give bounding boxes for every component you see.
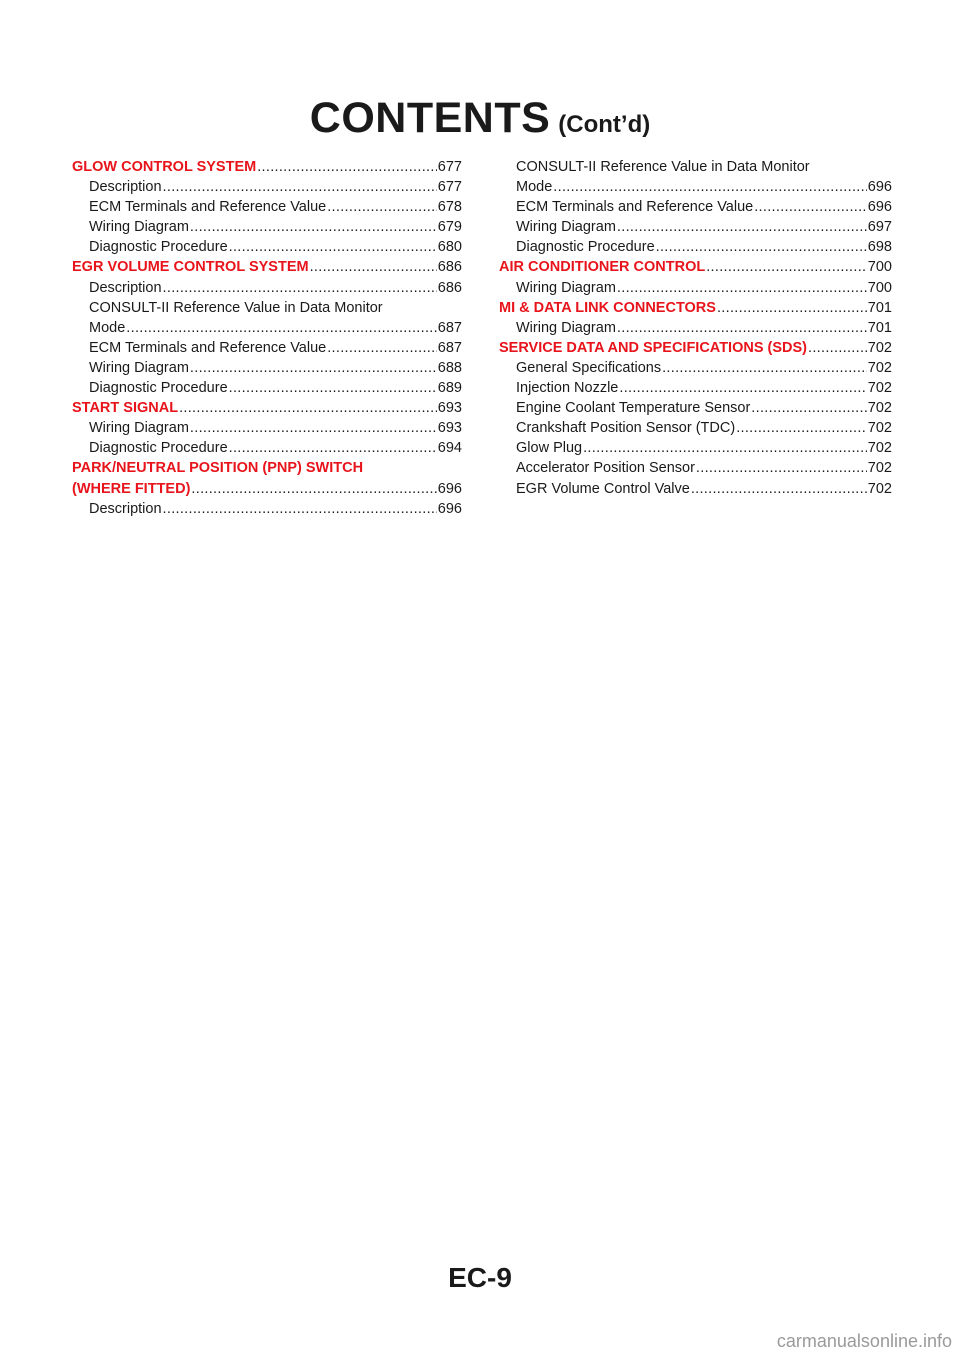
toc-entry[interactable] — [499, 479, 892, 499]
toc-entry-text: EGR Volume Control Valve — [516, 480, 690, 497]
toc-entry-text: Diagnostic Procedure — [89, 239, 228, 256]
toc-entry[interactable] — [72, 217, 462, 237]
toc-entry-first-line[interactable]: CONSULT-II Reference Value in Data Monitor — [516, 159, 810, 175]
toc-entry-text: General Specifications — [516, 359, 662, 376]
toc-entry-text: Wiring Diagram — [516, 219, 616, 236]
toc-page-number: 702 — [867, 400, 892, 417]
toc-section-glow-control-system[interactable] — [72, 157, 462, 177]
toc-section-pnp-switch-first-line[interactable]: PARK/NEUTRAL POSITION (PNP) SWITCH — [72, 460, 364, 477]
toc-entry[interactable] — [72, 499, 462, 519]
toc-entry-text: Description — [89, 500, 162, 517]
toc-right-column — [499, 157, 892, 499]
dot-leader — [736, 418, 867, 438]
toc-entry-text: Diagnostic Procedure — [89, 440, 228, 457]
site-watermark: carmanualsonline.info — [776, 1331, 952, 1351]
toc-entry-text: Wiring Diagram — [89, 219, 189, 236]
toc-page-number: 687 — [437, 339, 462, 356]
toc-entry-text: Crankshaft Position Sensor (TDC) — [516, 420, 736, 437]
toc-entry[interactable] — [499, 378, 892, 398]
dot-leader — [229, 237, 437, 257]
dot-leader — [696, 458, 867, 478]
dot-leader — [617, 318, 867, 338]
dot-leader — [754, 197, 867, 217]
toc-entry-text: Description — [89, 279, 162, 296]
dot-leader — [619, 378, 866, 398]
toc-page-number: 702 — [867, 420, 892, 437]
toc-entry[interactable] — [72, 278, 462, 298]
toc-entry-text: (WHERE FITTED) — [72, 480, 191, 497]
toc-page-number: 686 — [437, 279, 462, 296]
toc-page-number: 701 — [867, 319, 892, 336]
dot-leader — [327, 338, 437, 358]
toc-page-number: 694 — [437, 440, 462, 457]
toc-page-number: 693 — [437, 400, 462, 417]
toc-entry[interactable] — [499, 197, 892, 217]
toc-page-number: 697 — [867, 219, 892, 236]
toc-entry[interactable] — [499, 177, 892, 197]
toc-page-number: 696 — [437, 500, 462, 517]
dot-leader — [706, 257, 867, 277]
toc-left-column — [72, 157, 462, 519]
toc-page-number: 677 — [437, 159, 462, 175]
toc-entry-text: ECM Terminals and Reference Value — [516, 199, 754, 216]
toc-entry-text: Wiring Diagram — [516, 319, 616, 336]
dot-leader — [229, 378, 437, 398]
dot-leader — [656, 237, 867, 257]
toc-entry[interactable] — [499, 438, 892, 458]
toc-page-number: 680 — [437, 239, 462, 256]
toc-page-number: 702 — [867, 339, 892, 356]
toc-entry[interactable] — [72, 358, 462, 378]
toc-section-service-data-specifications[interactable] — [499, 338, 892, 358]
toc-entry-text: Description — [89, 179, 162, 196]
toc-entry-first-line[interactable]: CONSULT-II Reference Value in Data Monitor — [89, 299, 383, 316]
toc-page-number: 689 — [437, 380, 462, 397]
dot-leader — [190, 358, 437, 378]
toc-entry[interactable] — [499, 318, 892, 338]
toc-page-number: 696 — [867, 179, 892, 196]
toc-entry[interactable] — [499, 237, 892, 257]
dot-leader — [310, 257, 437, 277]
dot-leader — [662, 358, 867, 378]
toc-section-egr-volume-control-system[interactable] — [72, 257, 462, 277]
toc-entry[interactable] — [72, 378, 462, 398]
toc-entry-text: Wiring Diagram — [89, 359, 189, 376]
dot-leader — [229, 438, 437, 458]
dot-leader — [808, 338, 867, 358]
toc-page-number: 687 — [437, 319, 462, 336]
toc-entry[interactable] — [72, 418, 462, 438]
toc-entry-text: Engine Coolant Temperature Sensor — [516, 400, 751, 417]
toc-entry-text: Diagnostic Procedure — [89, 380, 228, 397]
page-title — [0, 94, 960, 143]
dot-leader — [179, 398, 437, 418]
toc-page-number: 702 — [867, 440, 892, 457]
toc-page-number: 677 — [437, 179, 462, 196]
dot-leader — [617, 217, 867, 237]
dot-leader — [163, 499, 437, 519]
dot-leader — [583, 438, 867, 458]
toc-entry[interactable] — [499, 358, 892, 378]
toc-entry[interactable] — [499, 278, 892, 298]
dot-leader — [126, 318, 437, 338]
toc-page-number: 696 — [437, 480, 462, 497]
toc-entry[interactable] — [72, 177, 462, 197]
dot-leader — [717, 298, 867, 318]
dot-leader — [163, 177, 437, 197]
toc-page-number: 702 — [867, 380, 892, 397]
toc-section-start-signal[interactable] — [72, 398, 462, 418]
toc-section-air-conditioner-control[interactable] — [499, 257, 892, 277]
toc-page-number: 688 — [437, 359, 462, 376]
contents-subheading: (Cont’d) — [558, 111, 651, 138]
dot-leader — [327, 197, 437, 217]
toc-entry[interactable] — [499, 398, 892, 418]
toc-page-number: 702 — [867, 359, 892, 376]
dot-leader — [751, 398, 867, 418]
toc-entry-text: Mode — [89, 319, 126, 336]
toc-entry[interactable] — [72, 237, 462, 257]
dot-leader — [163, 278, 437, 298]
toc-page-number: 698 — [867, 239, 892, 256]
toc-entry[interactable] — [499, 458, 892, 478]
toc-entry-text: ECM Terminals and Reference Value — [89, 199, 327, 216]
toc-entry-text: Mode — [516, 179, 553, 196]
toc-entry[interactable] — [499, 418, 892, 438]
dot-leader — [191, 479, 436, 499]
toc-page-number: 700 — [867, 279, 892, 296]
toc-entry-text: AIR CONDITIONER CONTROL — [499, 259, 706, 276]
toc-page-number: 686 — [437, 259, 462, 276]
toc-entry[interactable] — [72, 197, 462, 217]
toc-page-number: 679 — [437, 219, 462, 236]
toc-page-number: 693 — [437, 420, 462, 437]
toc-page-number: 678 — [437, 199, 462, 216]
contents-heading: CONTENTS — [309, 94, 551, 142]
toc-entry-text: Glow Plug — [516, 440, 583, 457]
toc-page-number: 696 — [867, 199, 892, 216]
toc-page-number: 700 — [867, 259, 892, 276]
dot-leader — [257, 157, 437, 177]
toc-entry[interactable] — [499, 217, 892, 237]
toc-entry[interactable] — [72, 318, 462, 338]
toc-entry-text: EGR VOLUME CONTROL SYSTEM — [72, 259, 309, 276]
dot-leader — [190, 418, 437, 438]
toc-entry[interactable] — [72, 338, 462, 358]
dot-leader — [691, 479, 867, 499]
toc-page-number: 701 — [867, 299, 892, 316]
toc-entry-text: Diagnostic Procedure — [516, 239, 655, 256]
toc-page-number: 702 — [867, 480, 892, 497]
toc-entry-text: MI & DATA LINK CONNECTORS — [499, 299, 716, 316]
dot-leader — [553, 177, 867, 197]
toc-page-number: 702 — [867, 460, 892, 477]
toc-entry-text: Accelerator Position Sensor — [516, 460, 695, 477]
toc-entry[interactable] — [72, 438, 462, 458]
toc-entry-text: Wiring Diagram — [89, 420, 189, 437]
toc-entry-text: Wiring Diagram — [516, 279, 616, 296]
toc-entry-text: ECM Terminals and Reference Value — [89, 339, 327, 356]
toc-entry-text: START SIGNAL — [72, 400, 179, 417]
toc-section-mi-data-link-connectors[interactable] — [499, 298, 892, 318]
page-number-footer: EC-9 — [448, 1262, 512, 1293]
toc-entry-text: Injection Nozzle — [516, 380, 619, 397]
toc-entry-text: GLOW CONTROL SYSTEM — [72, 159, 257, 175]
dot-leader — [617, 278, 867, 298]
toc-section-pnp-switch[interactable] — [72, 479, 462, 499]
toc-entry-text: SERVICE DATA AND SPECIFICATIONS (SDS) — [499, 339, 808, 356]
dot-leader — [190, 217, 437, 237]
